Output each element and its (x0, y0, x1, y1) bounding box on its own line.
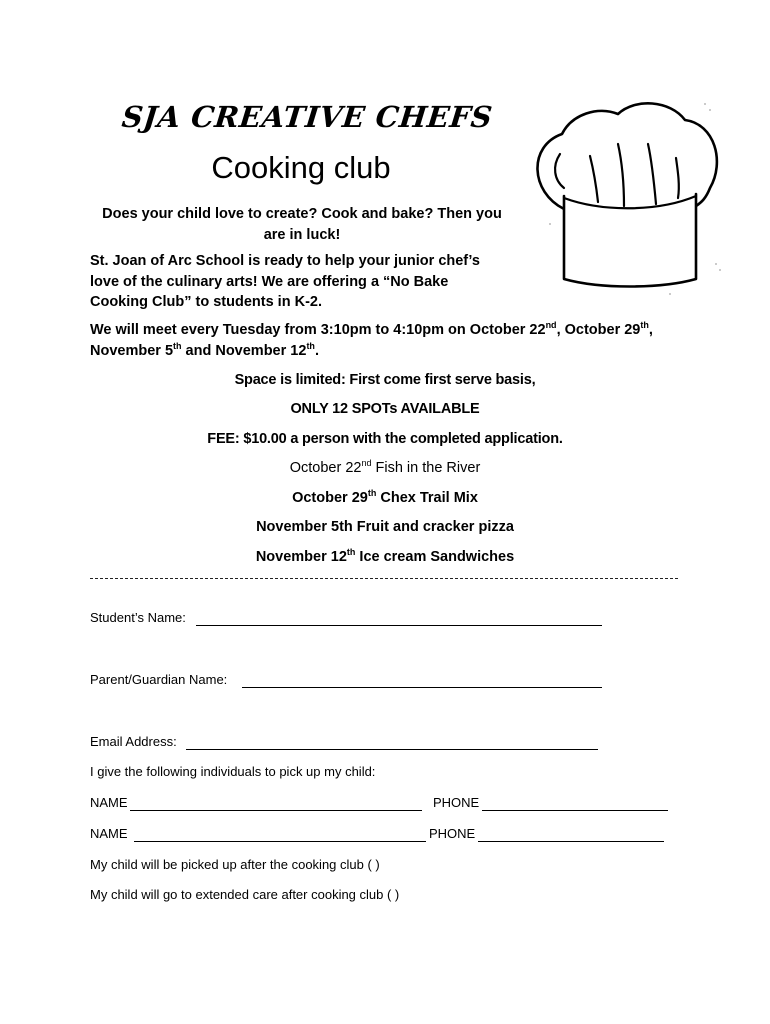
email-field[interactable] (186, 749, 598, 750)
pickup-phone-2-field[interactable] (478, 841, 664, 842)
pickup-phone-1-label: PHONE (433, 795, 480, 810)
pickup-name-1-label: NAME (90, 795, 128, 810)
page-title: SJA CREATIVE CHEFS (120, 100, 495, 134)
email-label: Email Address: (90, 734, 177, 749)
schedule-item: November 12th Ice cream Sandwiches (255, 547, 515, 565)
pickup-phone-1-field[interactable] (482, 810, 668, 811)
chef-hat-icon (520, 84, 735, 299)
extended-care-option-checkbox[interactable]: My child will go to extended care after cooking club ( ) (90, 887, 400, 902)
pickup-authorization-text: I give the following individuals to pick up my child: (90, 764, 376, 779)
pickup-name-2-field[interactable] (134, 841, 426, 842)
intro-text: Does your child love to create? Cook and bake? Then you are in luck! (102, 206, 502, 243)
space-limited-notice: Space is limited: First come first serve basis, (234, 372, 536, 388)
parent-name-field[interactable] (242, 687, 602, 688)
schedule-item: October 22nd Fish in the River (289, 458, 481, 476)
pickup-option-checkbox[interactable]: My child will be picked up after the cooking club ( ) (90, 857, 380, 872)
cut-line-divider (90, 578, 678, 579)
pickup-name-1-field[interactable] (130, 810, 422, 811)
spots-available-notice: ONLY 12 SPOTs AVAILABLE (290, 401, 480, 417)
description-text: St. Joan of Arc School is ready to help your junior chef’s love of the culinary arts! We are offering a “No Bake Cooking Club” to students in K-2. (90, 253, 480, 310)
schedule-item: October 29th Chex Trail Mix (292, 488, 478, 506)
pickup-name-2-label: NAME (90, 826, 128, 841)
pickup-phone-2-label: PHONE (429, 826, 476, 841)
fee-notice: FEE: $10.00 a person with the completed application. (207, 431, 563, 447)
parent-name-label: Parent/Guardian Name: (90, 672, 228, 687)
schedule-item: November 5th Fruit and cracker pizza (256, 519, 514, 535)
student-name-label: Student’s Name: (90, 610, 186, 625)
meeting-schedule-text: We will meet every Tuesday from 3:10pm to 4:10pm on October 22nd, October 29th, November 5th and November 12th. (90, 320, 653, 359)
page-subtitle: Cooking club (211, 150, 391, 185)
student-name-field[interactable] (196, 625, 602, 626)
